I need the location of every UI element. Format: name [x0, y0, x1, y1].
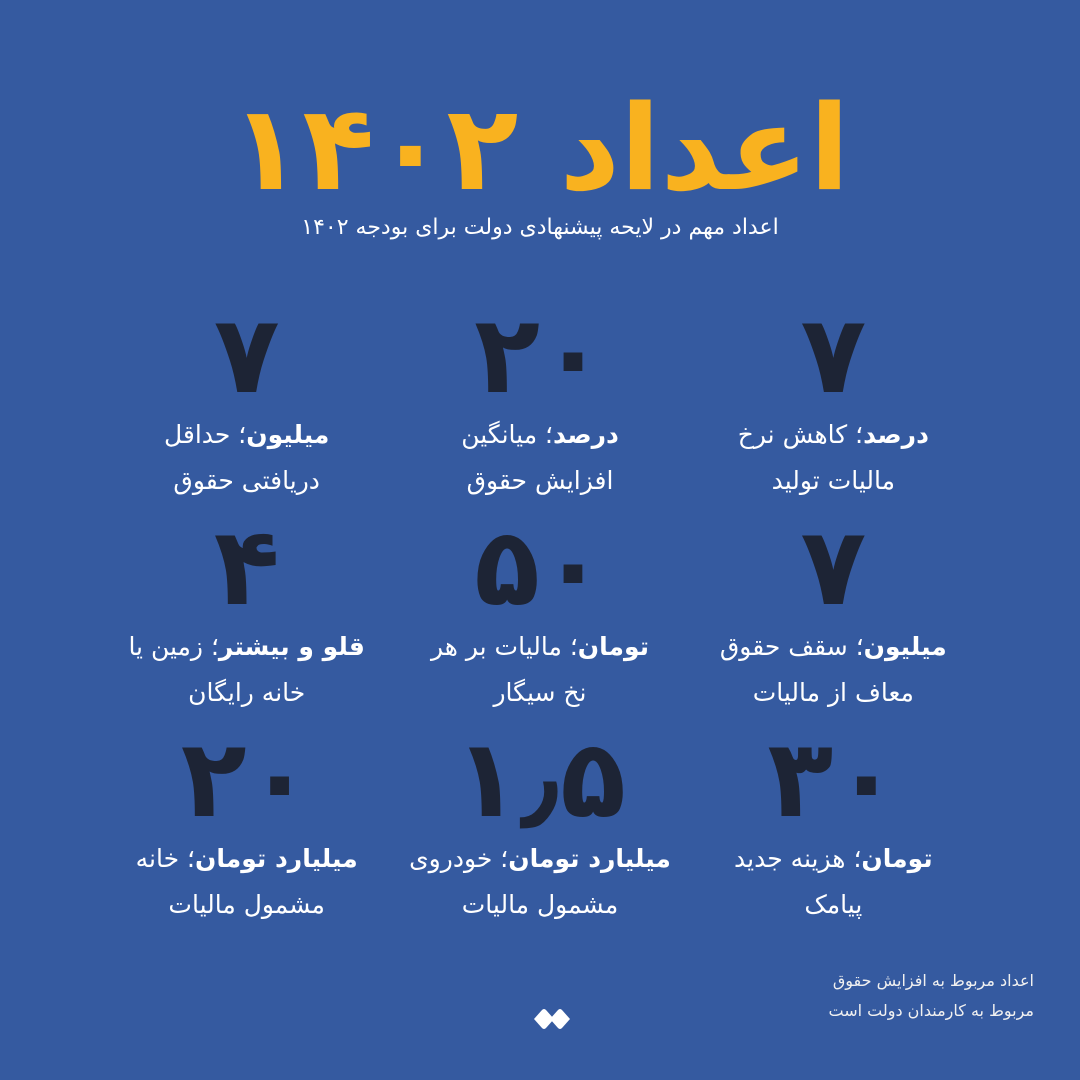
- figure-unit: میلیارد تومان: [195, 844, 358, 873]
- figure-separator: ؛: [230, 420, 247, 449]
- figure-unit: درصد: [863, 420, 929, 449]
- figure-number: ۳۰: [767, 717, 900, 842]
- figure-description: [100, 836, 393, 928]
- figure-line-1: کاهش نرخ: [737, 420, 848, 449]
- figures-grid: [100, 293, 980, 940]
- double-diamond-logo-icon: [532, 1006, 572, 1032]
- figure-line-1: خانه: [135, 844, 180, 873]
- footnote-line-2: مربوط به کارمندان دولت است: [828, 1001, 1034, 1020]
- figure-line-2: افزایش حقوق: [466, 466, 614, 495]
- figure-description: [687, 836, 980, 928]
- figure-separator: ؛: [203, 632, 219, 661]
- figure-separator: ؛: [847, 632, 864, 661]
- figure-unit: میلیون: [246, 420, 330, 449]
- figure-description: [100, 412, 393, 504]
- figure-line-1: خودروی: [409, 844, 493, 873]
- figure-line-2: معاف از مالیات: [752, 678, 914, 707]
- figure-separator: ؛: [537, 420, 553, 449]
- figure-card: [100, 293, 393, 512]
- figure-line-2: پیامک: [804, 890, 863, 919]
- figure-unit: قلو و بیشتر: [218, 632, 365, 661]
- figure-number: ۷: [800, 505, 867, 630]
- figure-card: [100, 505, 393, 724]
- figure-number: ۵۰: [474, 505, 606, 630]
- figure-number: ۲۰: [474, 293, 606, 418]
- figure-line-1: زمین یا: [128, 632, 203, 661]
- figure-number: ۷: [213, 293, 280, 418]
- figure-unit: تومان: [577, 632, 650, 661]
- figure-line-2: دریافتی حقوق: [173, 466, 320, 495]
- figure-card: [100, 717, 393, 936]
- figure-card: [393, 717, 686, 936]
- figure-card: [687, 505, 980, 724]
- figure-line-2: خانه رایگان: [188, 678, 306, 707]
- figure-line-2: مشمول مالیات: [461, 890, 619, 919]
- figure-separator: ؛: [845, 844, 862, 873]
- figure-line-1: میانگین: [461, 420, 538, 449]
- figure-description: [393, 624, 686, 716]
- figure-line-1: هزینه جدید: [734, 844, 846, 873]
- figure-card: [687, 293, 980, 512]
- figure-card: [393, 293, 686, 512]
- footnote: [734, 966, 1034, 1026]
- figure-description: [687, 624, 980, 716]
- figure-separator: ؛: [179, 844, 195, 873]
- figure-number: ۷: [800, 293, 867, 418]
- figure-card: [687, 717, 980, 936]
- figure-description: [100, 624, 393, 716]
- figure-line-2: مشمول مالیات: [168, 890, 325, 919]
- figure-description: [393, 836, 686, 928]
- figure-unit: درصد: [553, 420, 619, 449]
- figure-separator: ؛: [492, 844, 509, 873]
- footnote-line-1: اعداد مربوط به افزایش حقوق: [832, 971, 1034, 990]
- figure-line-1: مالیات بر هر: [430, 632, 562, 661]
- figure-line-2: نخ سیگار: [493, 678, 587, 707]
- figure-line-2: مالیات تولید: [771, 466, 896, 495]
- figure-separator: ؛: [561, 632, 578, 661]
- figure-unit: میلیون: [863, 632, 947, 661]
- figure-number: ۴: [213, 505, 280, 630]
- figure-number: ۲۰: [180, 717, 313, 842]
- figure-description: [687, 412, 980, 504]
- figure-number: ۱٫۵: [453, 717, 627, 842]
- figure-unit: تومان: [861, 844, 933, 873]
- figure-card: [393, 505, 686, 724]
- figure-unit: میلیارد تومان: [508, 844, 671, 873]
- figure-line-1: حداقل: [163, 420, 231, 449]
- page-subtitle: اعداد مهم در لایحه پیشنهادی دولت برای بودجه ۱۴۰۲: [301, 215, 779, 240]
- figure-line-1: سقف حقوق: [719, 632, 848, 661]
- figure-separator: ؛: [847, 420, 864, 449]
- page-title: اعداد ۱۴۰۲: [230, 79, 850, 217]
- figure-description: [393, 412, 686, 504]
